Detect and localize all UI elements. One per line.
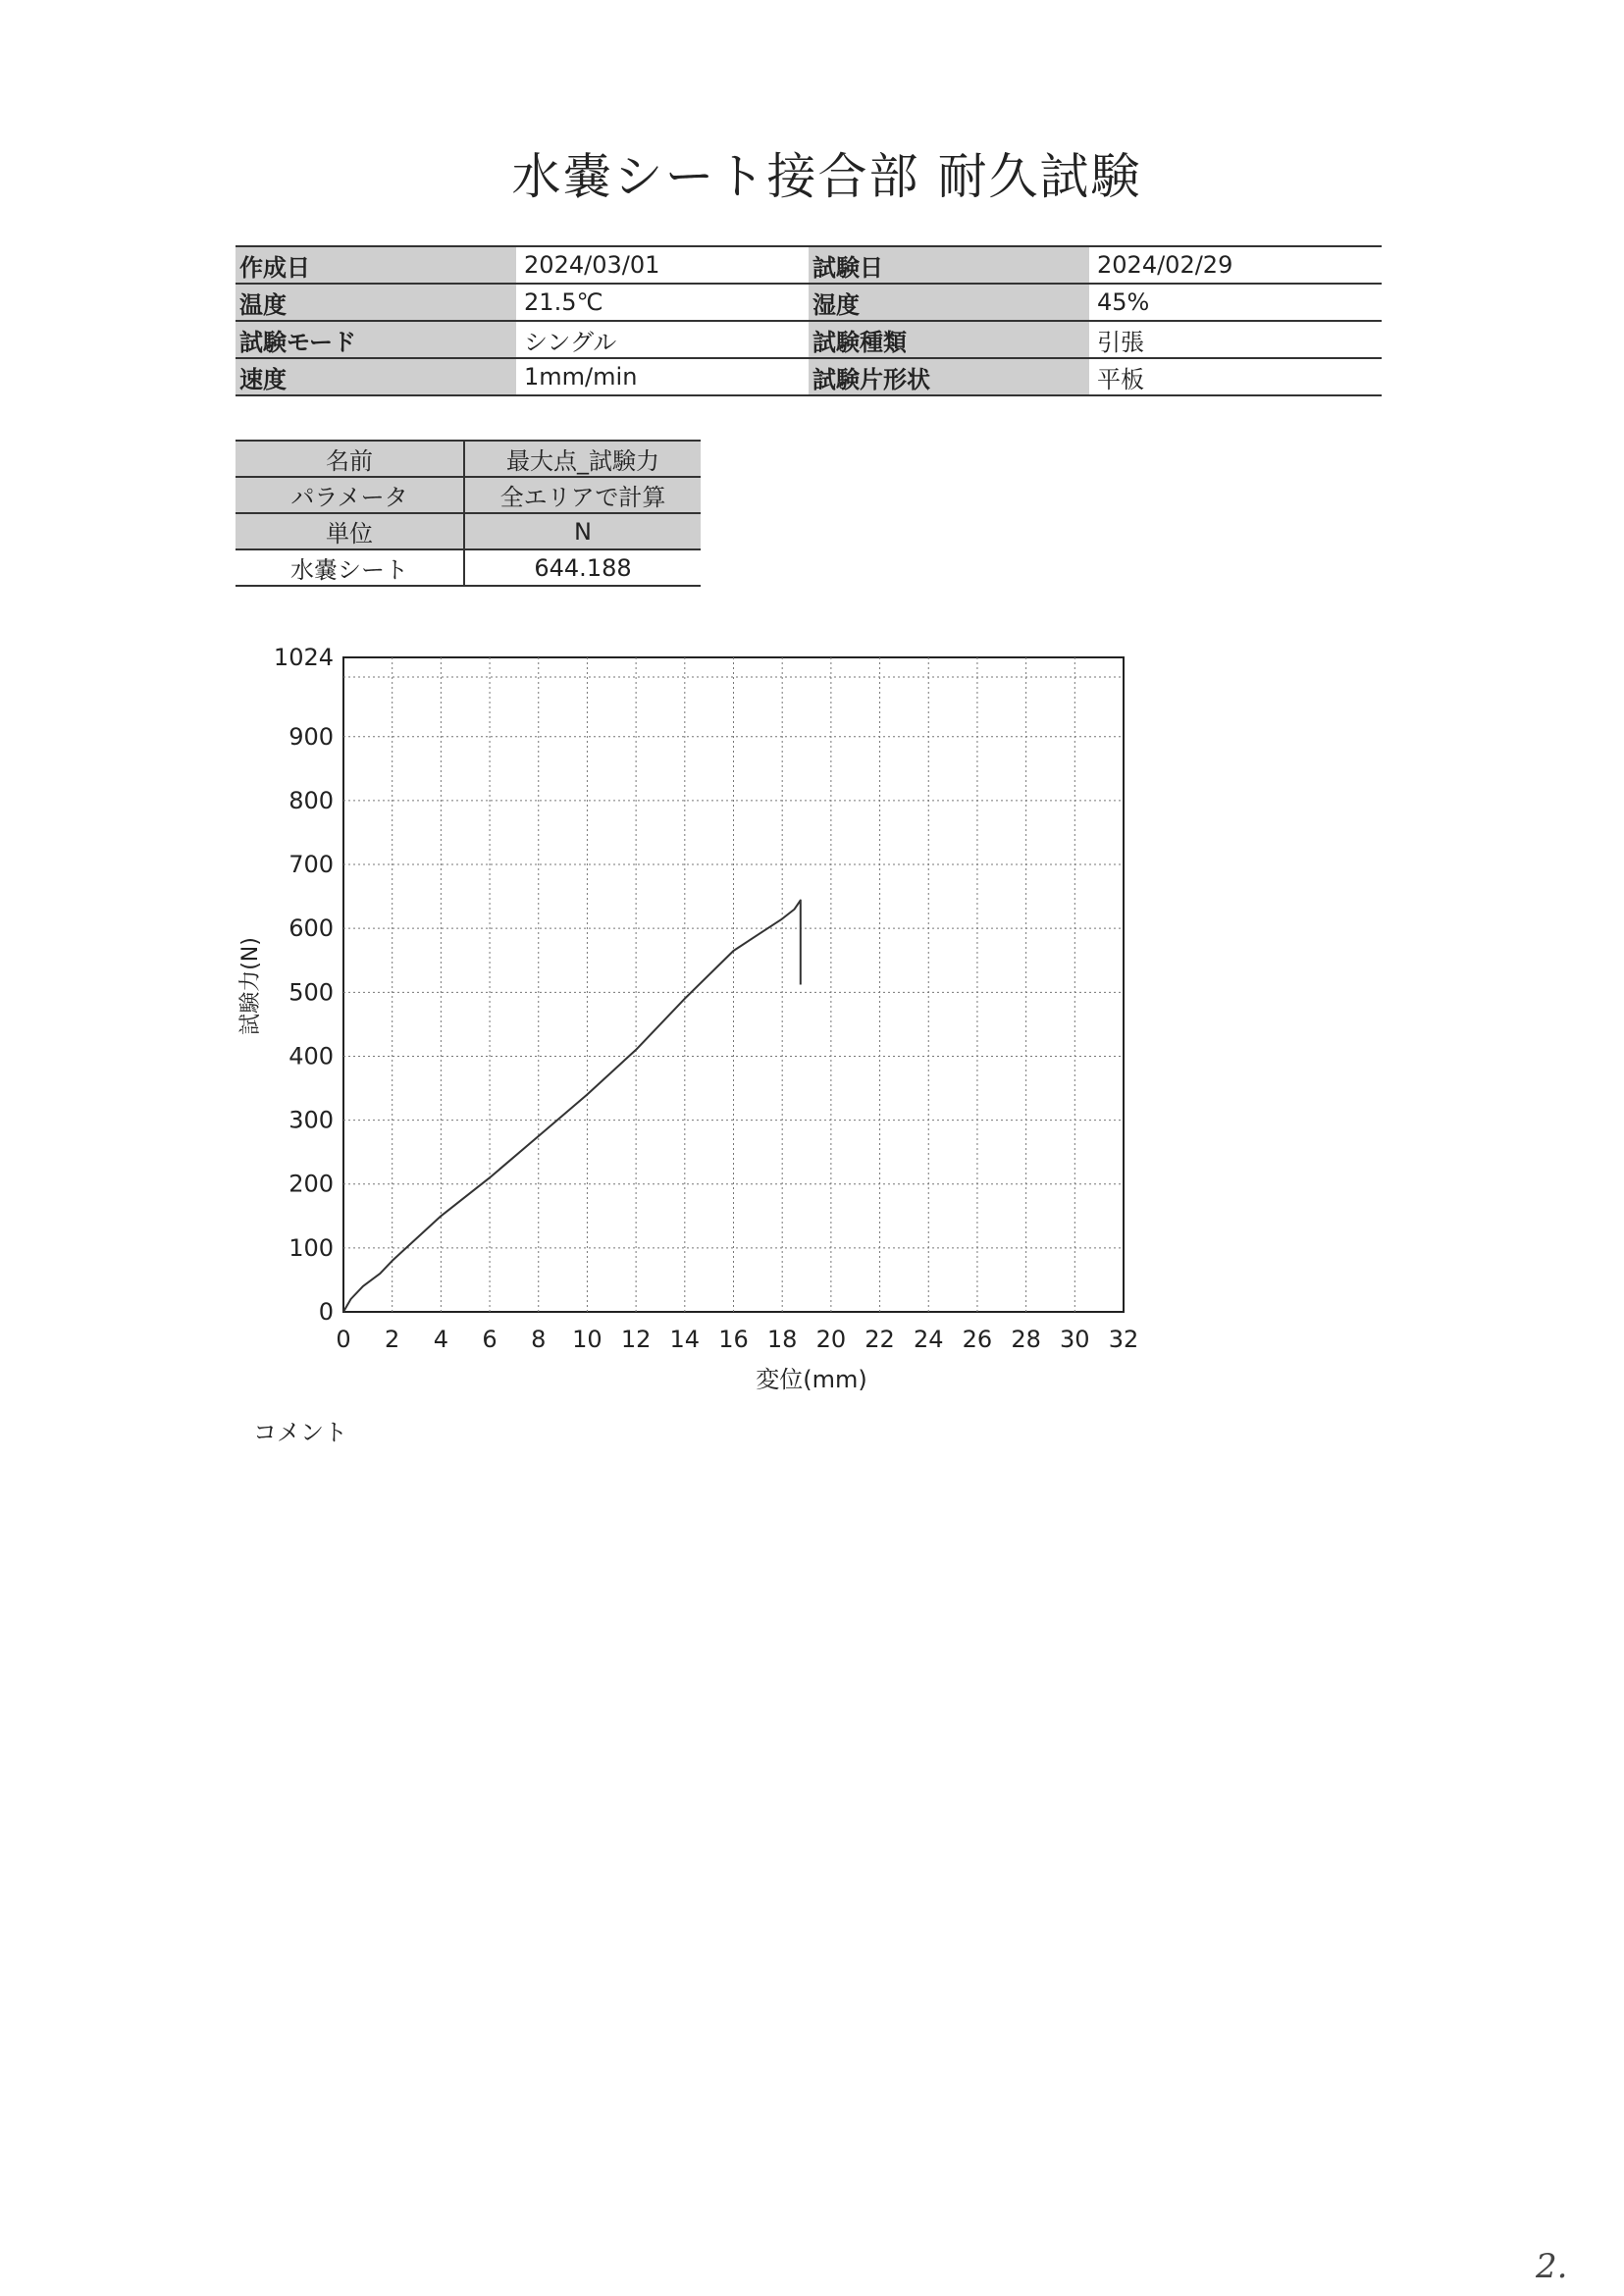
info-value: シングル <box>516 321 809 358</box>
info-label: 試験日 <box>809 246 1089 284</box>
table-row <box>236 284 1382 321</box>
x-tick-label: 14 <box>669 1326 701 1353</box>
info-value: 平板 <box>1089 358 1382 395</box>
page-number: 2. <box>1536 2247 1568 2286</box>
x-tick-label: 32 <box>1108 1326 1139 1353</box>
table-row <box>236 441 701 477</box>
info-value: 45% <box>1089 284 1382 321</box>
x-tick-label: 6 <box>482 1326 498 1353</box>
x-tick-label: 24 <box>913 1326 944 1353</box>
table-row <box>236 549 701 586</box>
y-tick-label: 200 <box>288 1170 334 1198</box>
info-label: 試験片形状 <box>809 358 1089 395</box>
page-title: 水嚢シート接合部 耐久試験 <box>511 148 1142 205</box>
table-row <box>236 358 1382 395</box>
y-tick-label: 100 <box>288 1233 334 1262</box>
info-value: 2024/02/29 <box>1089 246 1382 284</box>
x-tick-label: 28 <box>1011 1326 1041 1353</box>
x-tick-label: 4 <box>433 1326 449 1353</box>
table-row <box>236 246 1382 284</box>
force-displacement-chart <box>226 628 1403 1413</box>
y-tick-label: 600 <box>288 914 334 943</box>
y-tick-label: 800 <box>288 786 334 814</box>
y-axis-label: 試験力(N) <box>238 937 263 1035</box>
results-label: 水嚢シート <box>236 549 464 586</box>
y-tick-label: 900 <box>288 722 334 751</box>
x-tick-label: 8 <box>531 1326 547 1353</box>
info-label: 速度 <box>236 358 516 395</box>
table-row <box>236 513 701 549</box>
info-label: 湿度 <box>809 284 1089 321</box>
results-value: 最大点_試験力 <box>464 441 701 477</box>
info-label: 温度 <box>236 284 516 321</box>
results-label: パラメータ <box>236 477 464 513</box>
x-tick-label: 0 <box>336 1326 351 1353</box>
x-tick-label: 20 <box>815 1326 847 1353</box>
results-value: 644.188 <box>464 549 701 586</box>
x-tick-label: 18 <box>766 1326 798 1353</box>
x-tick-label: 30 <box>1060 1326 1090 1353</box>
x-tick-label: 26 <box>962 1326 993 1353</box>
y-tick-label: 300 <box>288 1106 334 1134</box>
info-value: 21.5℃ <box>516 284 809 321</box>
y-tick-label: 1024 <box>273 644 334 671</box>
table-row <box>236 477 701 513</box>
info-label: 作成日 <box>236 246 516 284</box>
test-info-table <box>236 245 1382 396</box>
info-value: 2024/03/01 <box>516 246 809 284</box>
y-tick-label: 400 <box>288 1042 334 1070</box>
series-line <box>343 901 801 1313</box>
x-tick-label: 10 <box>572 1326 602 1353</box>
info-value: 引張 <box>1089 321 1382 358</box>
results-value: 全エリアで計算 <box>464 477 701 513</box>
results-table <box>236 440 701 587</box>
y-tick-label: 700 <box>288 851 334 879</box>
results-label: 名前 <box>236 441 464 477</box>
info-label: 試験種類 <box>809 321 1089 358</box>
x-tick-label: 12 <box>620 1326 652 1353</box>
results-value: N <box>464 513 701 549</box>
x-tick-label: 2 <box>385 1326 400 1353</box>
x-tick-label: 16 <box>718 1326 749 1353</box>
comment-label: コメント <box>253 1419 347 1446</box>
y-tick-label: 0 <box>318 1298 334 1326</box>
info-value: 1mm/min <box>516 358 809 395</box>
x-axis-label: 変位(mm) <box>756 1366 867 1393</box>
info-label: 試験モード <box>236 321 516 358</box>
results-label: 単位 <box>236 513 464 549</box>
x-tick-label: 22 <box>864 1326 895 1353</box>
y-tick-label: 500 <box>288 978 334 1007</box>
table-row <box>236 321 1382 358</box>
